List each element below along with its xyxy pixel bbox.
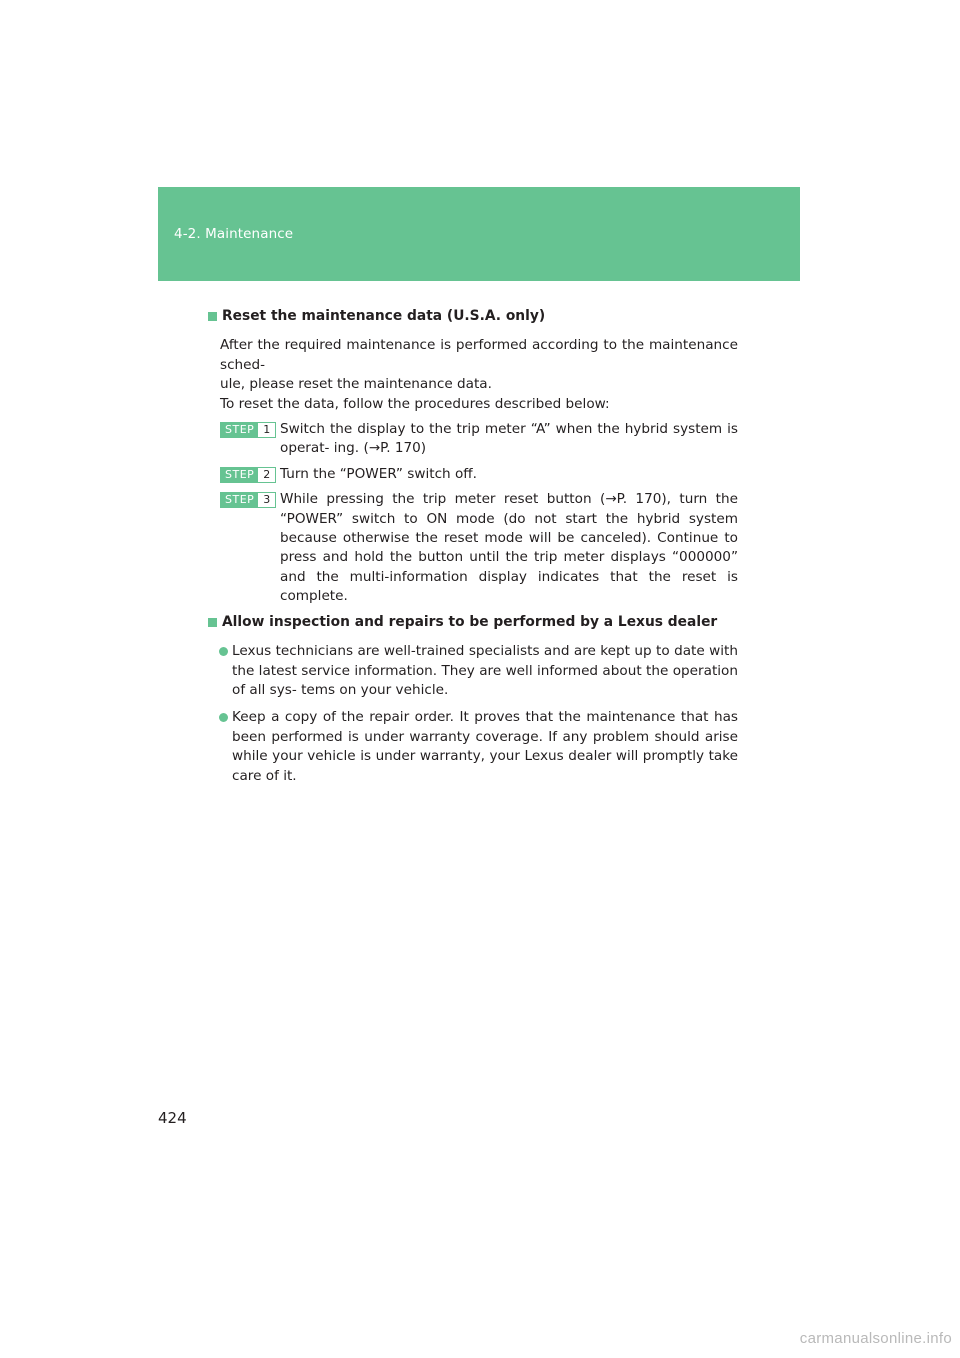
page-content <box>208 307 738 794</box>
intro-line: To reset the data, follow the procedures described below: <box>220 395 610 412</box>
intro-line: ule, please reset the maintenance data. <box>220 376 492 393</box>
square-bullet-icon <box>208 618 217 627</box>
circle-bullet-icon <box>219 713 228 722</box>
section-title: 4-2. Maintenance <box>174 226 294 242</box>
step-text: While pressing the trip meter reset button (→P. 170), turn the “POWER” switch to ON mode (do not start the hybrid system because otherwise the reset mode will be canceled). Continue to press and hold the button until the trip meter displays “000000” and the multi-information display indicates that the reset is complete. <box>280 491 738 605</box>
bullet-text: Lexus technicians are well-trained specialists and are kept up to date with the latest service information. They are well informed about the operation of all sys- tems on your vehicle. <box>232 643 738 698</box>
step-3 <box>208 490 738 606</box>
step-badge: STEP 2 <box>220 467 276 483</box>
section-header-band <box>158 187 800 281</box>
intro-line: After the required maintenance is performed according to the maintenance sched- <box>220 337 738 373</box>
reset-intro <box>220 336 738 414</box>
inspection-heading-text: Allow inspection and repairs to be performed by a Lexus dealer <box>222 613 718 630</box>
reset-heading-text: Reset the maintenance data (U.S.A. only) <box>222 308 546 324</box>
step-text: Turn the “POWER” switch off. <box>280 465 477 482</box>
square-bullet-icon <box>208 312 217 321</box>
step-text: Switch the display to the trip meter “A” when the hybrid system is operat- ing. (→P. 170) <box>280 421 738 457</box>
list-item <box>208 708 738 786</box>
page-number: 424 <box>158 1109 187 1127</box>
step-list <box>208 420 738 607</box>
reset-heading <box>208 307 738 326</box>
step-badge: STEP 3 <box>220 492 276 508</box>
inspection-heading <box>208 613 738 632</box>
inspection-bullets <box>208 642 738 786</box>
circle-bullet-icon <box>219 647 228 656</box>
watermark: carmanualsonline.info <box>799 1330 952 1347</box>
step-badge: STEP 1 <box>220 422 276 438</box>
list-item <box>208 642 738 700</box>
bullet-text: Keep a copy of the repair order. It proves that the maintenance that has been performed is under warranty coverage. If any problem should arise while your vehicle is under warranty, your Lexus dealer will promptly take care of it. <box>232 709 738 784</box>
step-2 <box>208 465 738 484</box>
step-1 <box>208 420 738 459</box>
